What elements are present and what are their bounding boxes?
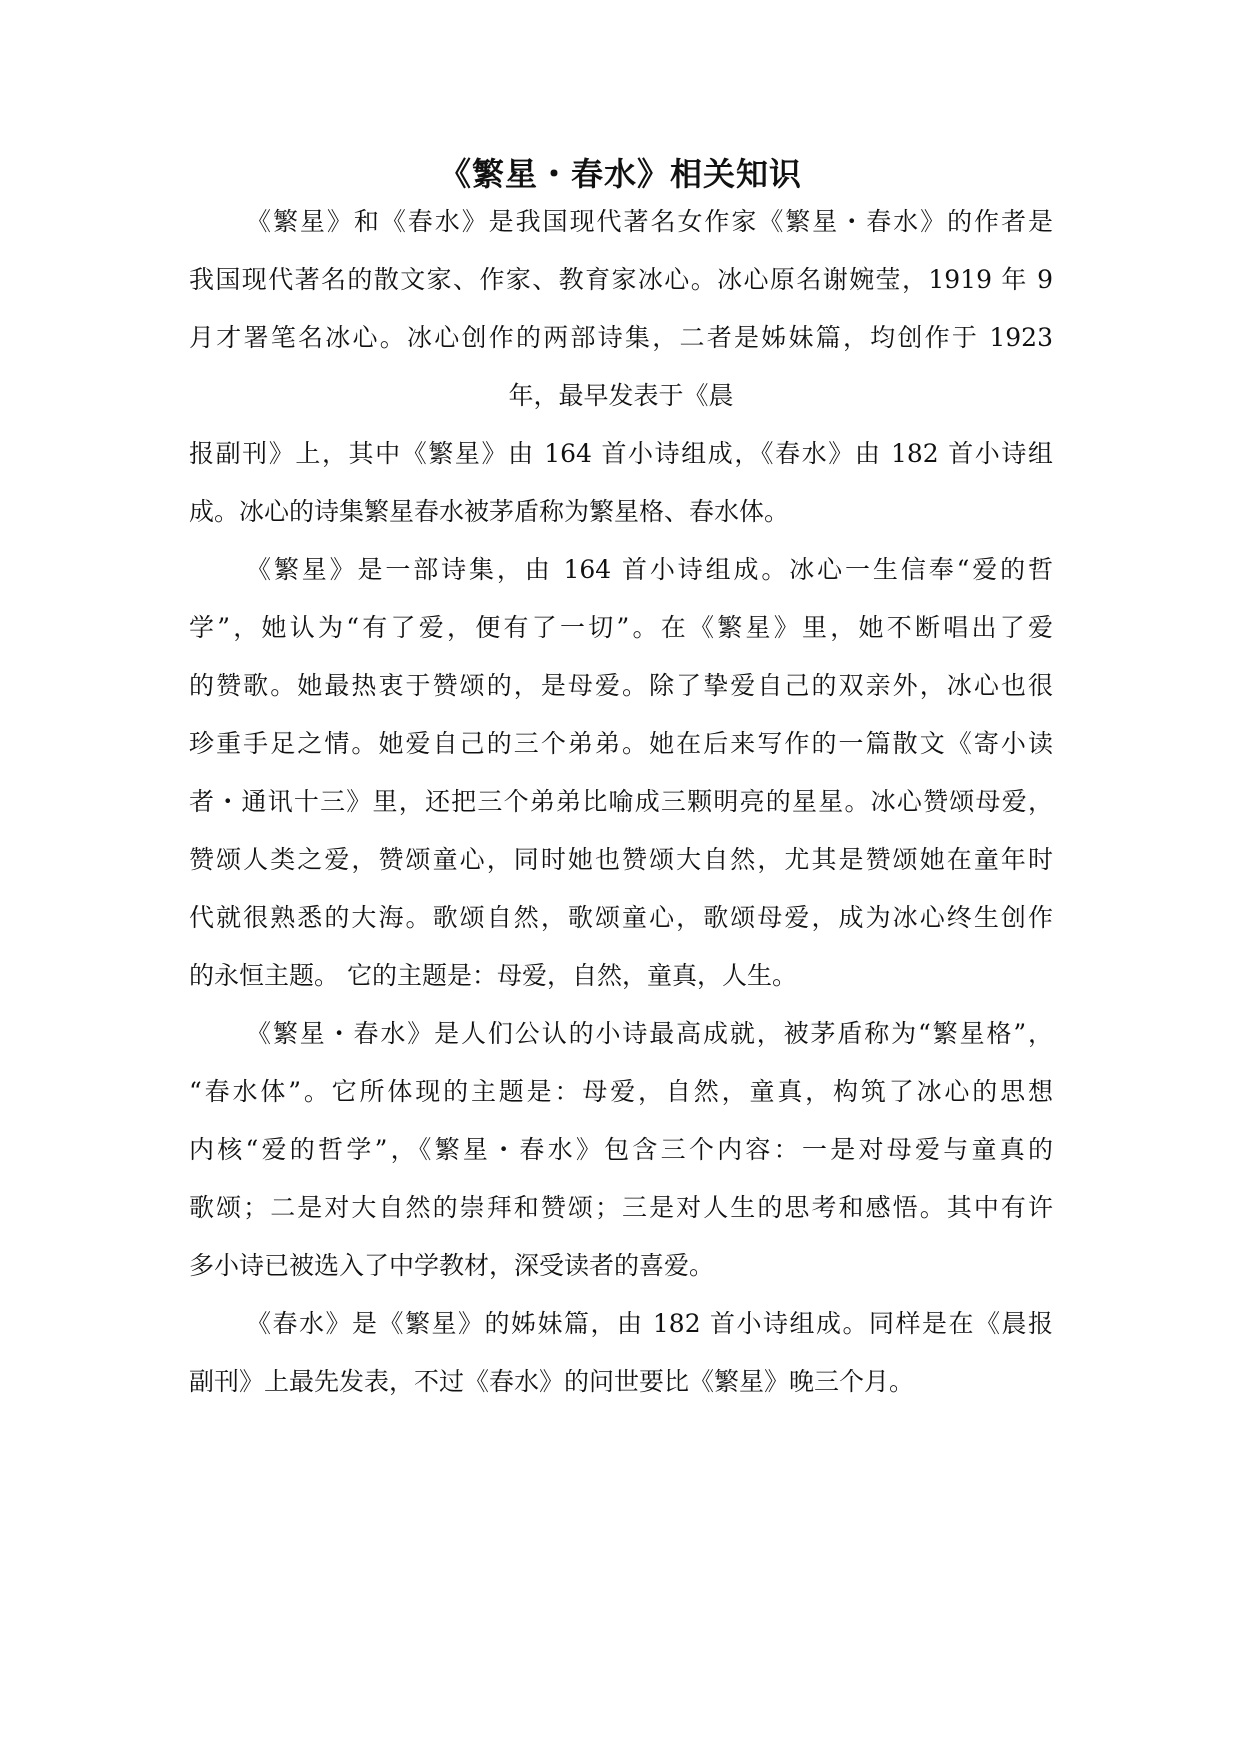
paragraph-3-line-2: “春水体”。它所体现的主题是：母爱，自然，童真，构筑了冰心的思想 [189, 1077, 1053, 1106]
paragraph-1-line-3: 月才署笔名冰心。冰心创作的两部诗集，二者是姊妹篇，均创作于 1923 [189, 323, 1053, 352]
paragraph-4-line-2: 副刊》上最先发表，不过《春水》的问世要比《繁星》晚三个月。 [189, 1367, 915, 1396]
paragraph-2-line-3: 的赞歌。她最热衷于赞颂的，是母爱。除了挚爱自己的双亲外，冰心也很 [189, 671, 1053, 700]
paragraph-2-line-8: 的永恒主题。 它的主题是：母爱，自然，童真，人生。 [189, 961, 797, 990]
paragraph-3-line-3: 内核“爱的哲学”，《繁星・春水》包含三个内容：一是对母爱与童真的 [189, 1135, 1053, 1164]
paragraph-4-line-1: 《春水》是《繁星》的姊妹篇，由 182 首小诗组成。同样是在《晨报 [246, 1309, 1053, 1338]
paragraph-1-line-5: 报副刊》上，其中《繁星》由 164 首小诗组成，《春水》由 182 首小诗组 [189, 439, 1053, 468]
paragraph-2-line-5: 者・通讯十三》里，还把三个弟弟比喻成三颗明亮的星星。冰心赞颂母爱， [189, 787, 1053, 816]
document-title: 《繁星・春水》相关知识 [438, 155, 802, 193]
paragraph-2-line-2: 学”，她认为“有了爱，便有了一切”。在《繁星》里，她不断唱出了爱 [189, 613, 1053, 642]
paragraph-1-line-6: 成。冰心的诗集繁星春水被茅盾称为繁星格、春水体。 [189, 497, 790, 526]
paragraph-2-line-4: 珍重手足之情。她爱自己的三个弟弟。她在后来写作的一篇散文《寄小读 [189, 729, 1053, 758]
paragraph-3-line-1: 《繁星・春水》是人们公认的小诗最高成就，被茅盾称为“繁星格”， [246, 1019, 1053, 1048]
paragraph-2-line-6: 赞颂人类之爱，赞颂童心，同时她也赞颂大自然，尤其是赞颂她在童年时 [189, 845, 1053, 874]
paragraph-1-line-4: 年，最早发表于《晨 [508, 381, 734, 410]
paragraph-3-line-5: 多小诗已被选入了中学教材，深受读者的喜爱。 [189, 1251, 715, 1280]
paragraph-1-line-2: 我国现代著名的散文家、作家、教育家冰心。冰心原名谢婉莹，1919 年 9 [189, 265, 1053, 294]
paragraph-2-line-1: 《繁星》是一部诗集，由 164 首小诗组成。冰心一生信奉“爱的哲 [246, 555, 1053, 584]
paragraph-2-line-7: 代就很熟悉的大海。歌颂自然，歌颂童心，歌颂母爱，成为冰心终生创作 [189, 903, 1053, 932]
paragraph-1-line-1: 《繁星》和《春水》是我国现代著名女作家《繁星・春水》的作者是 [246, 207, 1053, 236]
paragraph-3-line-4: 歌颂；二是对大自然的崇拜和赞颂；三是对人生的思考和感悟。其中有许 [189, 1193, 1053, 1222]
